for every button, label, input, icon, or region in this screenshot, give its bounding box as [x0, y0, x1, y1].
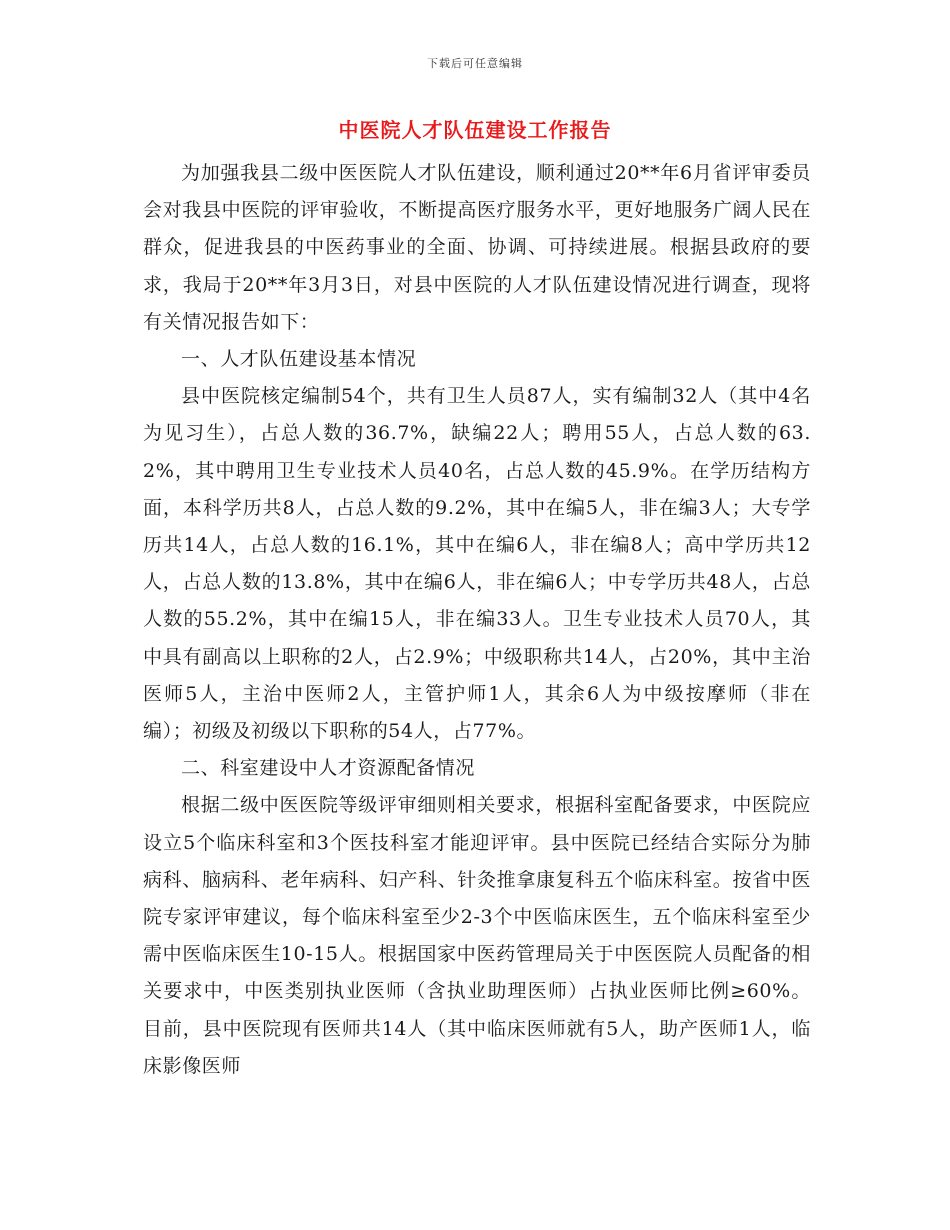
section-heading-2: 二、科室建设中人才资源配备情况 — [181, 757, 476, 780]
header-note: 下载后可任意编辑 — [427, 57, 523, 70]
paragraph-departments: 根据二级中医医院等级评审细则相关要求，根据科室配备要求，中医院应设立5个临床科室和3个医技科室才能迎评审。县中医院已经结合实际分为肺病科、脑病科、老年病科、妇产科、针灸推拿康复科五个临床科室。按省中医院专家评审建议，每个临床科室至少2-3个中医临床医生，五个临床科室至少需中医临床医生10-15人。根据国家中医药管理局关于中医医院人员配备的相关要求中，中医类别执业医师（含执业助理医师）占执业医师比例≥60%。目前，县中医院现有医师共14人（其中临床医师就有5人，助产医师1人，临床影像医师 — [143, 794, 811, 1077]
document-title: 中医院人才队伍建设工作报告 — [338, 118, 612, 142]
paragraph-staffing: 县中医院核定编制54个，共有卫生人员87人，实有编制32人（其中4名为见习生），占总人数的36.7%，缺编22人；聘用55人，占总人数的63.2%，其中聘用卫生专业技术人员40名，占总人数的45.9%。在学历结构方面，本科学历共8人，占总人数的9.2%，其中在编5人，非在编3人；大专学历共14人，占总人数的16.1%，其中在编6人，非在编8人；高中学历共12人，占总人数的13.8%，其中在编6人，非在编6人；中专学历共48人，占总人数的55.2%，其中在编15人，非在编33人。卫生专业技术人员70人，其中具有副高以上职称的2人，占2.9%；中级职称共14人，占20%，其中主治医师5人，主治中医师2人，主管护师1人，其余6人为中级按摩师（非在编）；初级及初级以下职称的54人，占77%。 — [143, 385, 811, 743]
paragraph-intro: 为加强我县二级中医医院人才队伍建设，顺利通过20**年6月省评审委员会对我县中医院的评审验收，不断提高医疗服务水平，更好地服务广阔人民在群众，促进我县的中医药事业的全面、协调、可持续进展。根据县政府的要求，我局于20**年3月3日，对县中医院的人才队伍建设情况进行调查，现将有关情况报告如下： — [143, 162, 811, 333]
section-heading-1: 一、人才队伍建设基本情况 — [181, 348, 417, 371]
document-body — [143, 155, 811, 1085]
